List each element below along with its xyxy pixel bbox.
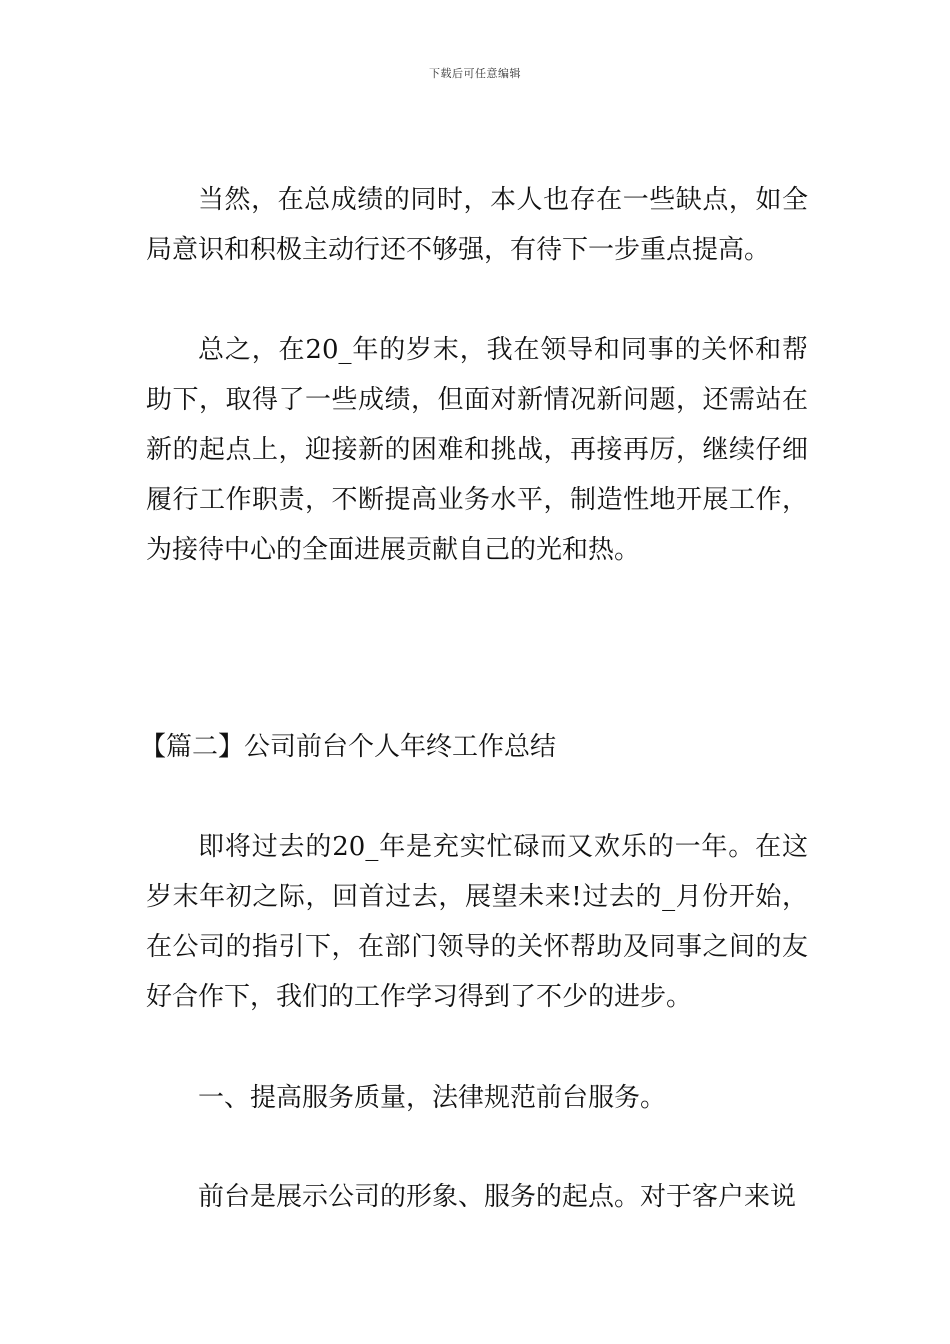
paragraph-front-desk: 前台是展示公司的形象、服务的起点。对于客户来说 — [198, 1182, 797, 1212]
paragraph-shortcomings: 当然，在总成绩的同时，本人也存在一些缺点，如全局意识和积极主动行还不够强，有待下一步重点提高。 — [146, 185, 808, 265]
section-title: 【篇二】公司前台个人年终工作总结 — [140, 732, 557, 762]
paragraph-conclusion: 总之，在20_年的岁末，我在领导和同事的关怀和帮助下，取得了一些成绩，但面对新情况新问题，还需站在新的起点上，迎接新的困难和挑战，再接再厉，继续仔细履行工作职责，不断提高业务水平，制造性地开展工作，为接待中心的全面进展贡献自己的光和热。 — [146, 335, 808, 565]
paragraph-intro: 即将过去的20_年是充实忙碌而又欢乐的一年。在这岁末年初之际，回首过去，展望未来!过去的_月份开始，在公司的指引下，在部门领导的关怀帮助及同事之间的友好合作下，我们的工作学习得到了不少的进步。 — [146, 832, 808, 1012]
subheading-service-quality: 一、提高服务质量，法律规范前台服务。 — [198, 1083, 667, 1113]
page-header: 下载后可任意编辑 — [429, 67, 521, 80]
